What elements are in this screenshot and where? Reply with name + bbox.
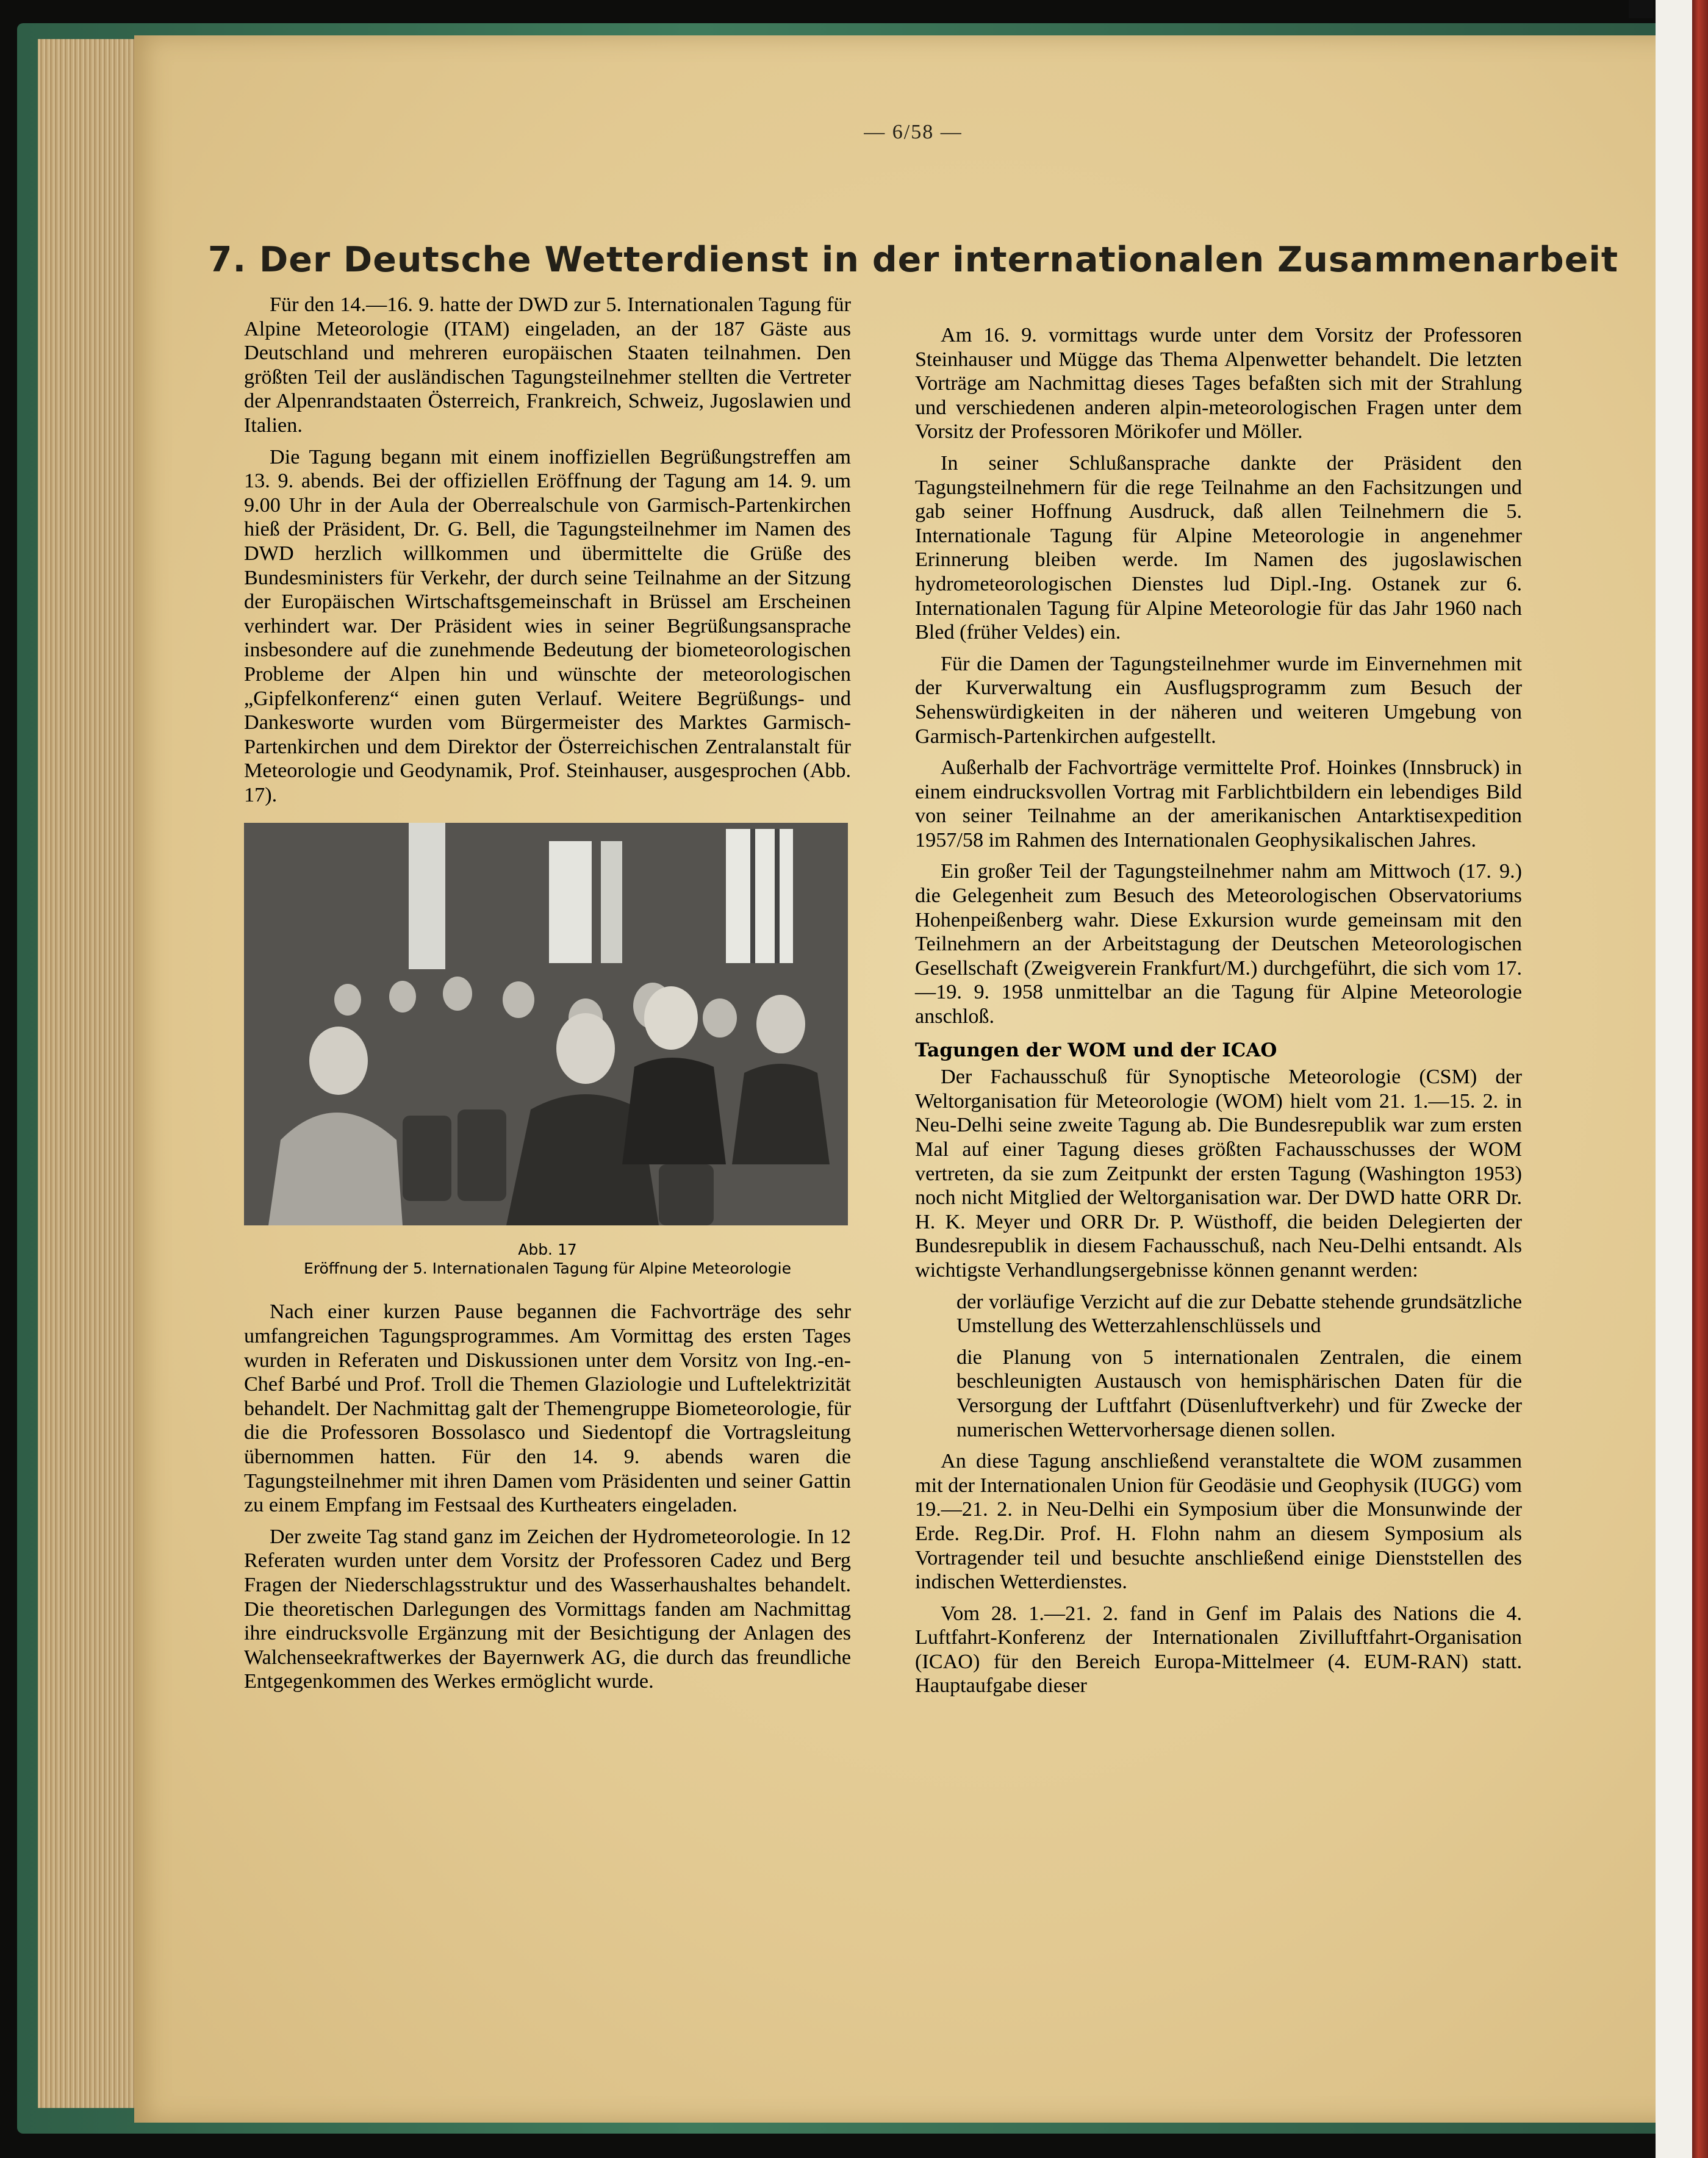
figure-caption-text: Eröffnung der 5. Internationalen Tagung für Alpine Meteorologie: [303, 1260, 792, 1278]
list-item: die Planung von 5 internationalen Zentralen, die einem beschleunigten Austausch von hemisphärischen Daten für die Versorgung der Luftfahrt (Düsenluftverkehr) und für Zwecke der numerischen Wettervorhersage dienen sollen.: [956, 1346, 1522, 1441]
page-number: — 6/58 —: [864, 121, 963, 143]
page-title: 7. Der Deutsche Wetterdienst in der internationalen Zusammenarbeit: [207, 240, 1619, 280]
paragraph: Die Tagung begann mit einem inoffiziellen Begrüßungstreffen am 13. 9. abends. Bei der offiziellen Eröffnung der Tagung am 14. 9. um 9.00 Uhr in der Aula der Oberrealschule von Garmisch-Partenkirchen hieß der Präsident, Dr. G. Bell, die Tagungsteilnehmer im Namen des DWD herzlich willkommen und übermittelte die Grüße des Bundesministers für Verkehr, der durch seine Teilnahme an der Sitzung der Europäischen Wirtschaftsgemeinschaft in Brüssel am Erscheinen verhindert war. Der Präsident wies in seiner Begrüßungsansprache insbesondere auf die zunehmende Bedeutung der biometeorologischen Probleme der Alpen hin und wünschte der meteorologischen „Gipfelkonferenz“ einen guten Verlauf. Weitere Begrüßungs- und Dankesworte wurden vom Bürgermeister des Marktes Garmisch-Partenkirchen und dem Direktor der Österreichischen Zentralanstalt für Meteorologie und Geodynamik, Prof. Steinhauser, ausgesprochen (Abb. 17).: [244, 445, 851, 806]
paragraph: Für die Damen der Tagungsteilnehmer wurde im Einvernehmen mit der Kurverwaltung ein Ausflugsprogramm zum Besuch der Sehenswürdigkeiten in der näheren und weiteren Umgebung von Garmisch-Partenkirchen aufgestellt.: [915, 652, 1522, 748]
paragraph: Am 16. 9. vormittags wurde unter dem Vorsitz der Professoren Steinhauser und Mügge das Thema Alpenwetter behandelt. Die letzten Vorträge am Nachmittag dieses Tages befaßten sich mit der Strahlung und verschiedenen anderen alpin-meteorologischen Fragen unter dem Vorsitz der Professoren Mörikofer und Möller.: [915, 324, 1522, 443]
left-column: [244, 293, 851, 1701]
section-subheading: Tagungen der WOM und der ICAO: [915, 1039, 1277, 1061]
photo-illustration: [244, 823, 848, 1225]
paragraph: An diese Tagung anschließend veranstaltete die WOM zusammen mit der Internationalen Union für Geodäsie und Geophysik (IUGG) vom 19.—21. 2. in Neu-Delhi ein Symposium über die Monsunwinde der Erde. Reg.Dir. Prof. H. Flohn nahm an diesem Symposium als Vortragender teil und besuchte anschließend einige Dienststellen des indischen Wetterdienstes.: [915, 1450, 1522, 1594]
paragraph: In seiner Schlußansprache dankte der Präsident den Tagungsteilnehmern für die rege Teilnahme an den Fachsitzungen und gab seiner Hoffnung Ausdruck, daß allen Teilnehmern die 5. Internationale Tagung für Alpine Meteorologie in angenehmer Erinnerung bleiben werde. Im Namen des jugoslawischen hydrometeorologischen Dienstes lud Dipl.-Ing. Ostanek zur 6. Internationalen Tagung für Alpine Meteorologie für das Jahr 1960 nach Bled (früher Veldes) ein.: [915, 451, 1522, 644]
book-red-edge: [1692, 0, 1708, 2158]
list-item: der vorläufige Verzicht auf die zur Debatte stehende grundsätzliche Umstellung des Wetterzahlenschlüssels und: [956, 1290, 1522, 1338]
figure-caption-number: Abb. 17: [518, 1241, 577, 1259]
paragraph: Der zweite Tag stand ganz im Zeichen der Hydrometeorologie. In 12 Referaten wurden unter dem Vorsitz der Professoren Cadez und Berg Fragen der Niederschlagsstruktur und des Wasserhaushaltes behandelt. Die theoretischen Darlegungen des Vormittags fanden am Nachmittag ihre eindrucksvolle Ergänzung mit der Besichtigung der Anlagen des Walchenseekraftwerkes der Bayernwerk AG, die durch das freundliche Entgegenkommen des Werkes ermöglicht wurde.: [244, 1525, 851, 1693]
paragraph: Der Fachausschuß für Synoptische Meteorologie (CSM) der Weltorganisation für Meteorologie (WOM) hielt vom 21. 1.—15. 2. in Neu-Delhi seine zweite Tagung ab. Die Bundesrepublik war zum ersten Mal auf einer Tagung dieses größten Fachausschusses der WOM vertreten, da sie zum Zeitpunkt der ersten Tagung (Washington 1953) noch nicht Mitglied der Weltorganisation war. Der DWD hatte ORR Dr. H. K. Meyer und ORR Dr. P. Wüsthoff, die beiden Delegierten der Bundesrepublik in diesem Fachausschuß, nach Neu-Delhi entsandt. Als wichtigste Verhandlungsergebnisse können genannt werden:: [915, 1066, 1522, 1282]
photo-conference-audience: [244, 823, 848, 1225]
paragraph: Vom 28. 1.—21. 2. fand in Genf im Palais des Nations die 4. Luftfahrt-Konferenz der Internationalen Zivilluftfahrt-Organisation (ICAO) für den Bereich Europa-Mittelmeer (4. EUM-RAN) statt. Hauptaufgabe dieser: [915, 1602, 1522, 1697]
right-column: [915, 323, 1522, 1705]
scan-border: [1656, 0, 1692, 2158]
paragraph: Ein großer Teil der Tagungsteilnehmer nahm am Mittwoch (17. 9.) die Gelegenheit zum Besuch des Meteorologischen Observatoriums Hohenpeißenberg wahr. Diese Exkursion wurde gemeinsam mit den Teilnehmern an der Arbeitstagung der Deutschen Meteorologischen Gesellschaft (Zweigverein Frankfurt/M.) durchgeführt, die sich vom 17.—19. 9. 1958 unmittelbar an die Tagung für Alpine Meteorologie anschloß.: [915, 860, 1522, 1028]
paragraph: Außerhalb der Fachvorträge vermittelte Prof. Hoinkes (Innsbruck) in einem eindrucksvollen Vortrag mit Farblichtbildern ein lebendiges Bild von seiner Teilnahme an der amerikanischen Antarktisexpedition 1957/58 im Rahmen des Internationalen Geophysikalischen Jahres.: [915, 756, 1522, 851]
paragraph: Für den 14.—16. 9. hatte der DWD zur 5. Internationalen Tagung für Alpine Meteorologie (ITAM) eingeladen, an der 187 Gäste aus Deutschland und mehreren europäischen Staaten teilnahmen. Den größten Teil der ausländischen Tagungsteilnehmer stellten die Vertreter der Alpenrandstaaten Österreich, Frankreich, Schweiz, Jugoslawien und Italien.: [244, 293, 851, 437]
paragraph: Nach einer kurzen Pause begannen die Fachvorträge des sehr umfangreichen Tagungsprogrammes. Am Vormittag des ersten Tages wurden in Referaten und Diskussionen unter dem Vorsitz von Ing.-en-Chef Barbé und Prof. Troll die Themen Glaziologie und Luftelektrizität behandelt. Der Nachmittag galt der Themengruppe Biometeorologie, für die die Professoren Bossolasco und Siedentopf die Vortragsleitung übernommen hatten. Für den 14. 9. abends waren die Tagungsteilnehmer mit ihren Damen vom Präsidenten und seiner Gattin zu einem Empfang im Festsaal des Kurtheaters eingeladen.: [244, 1300, 851, 1517]
scan-marker: [1629, 0, 1653, 18]
